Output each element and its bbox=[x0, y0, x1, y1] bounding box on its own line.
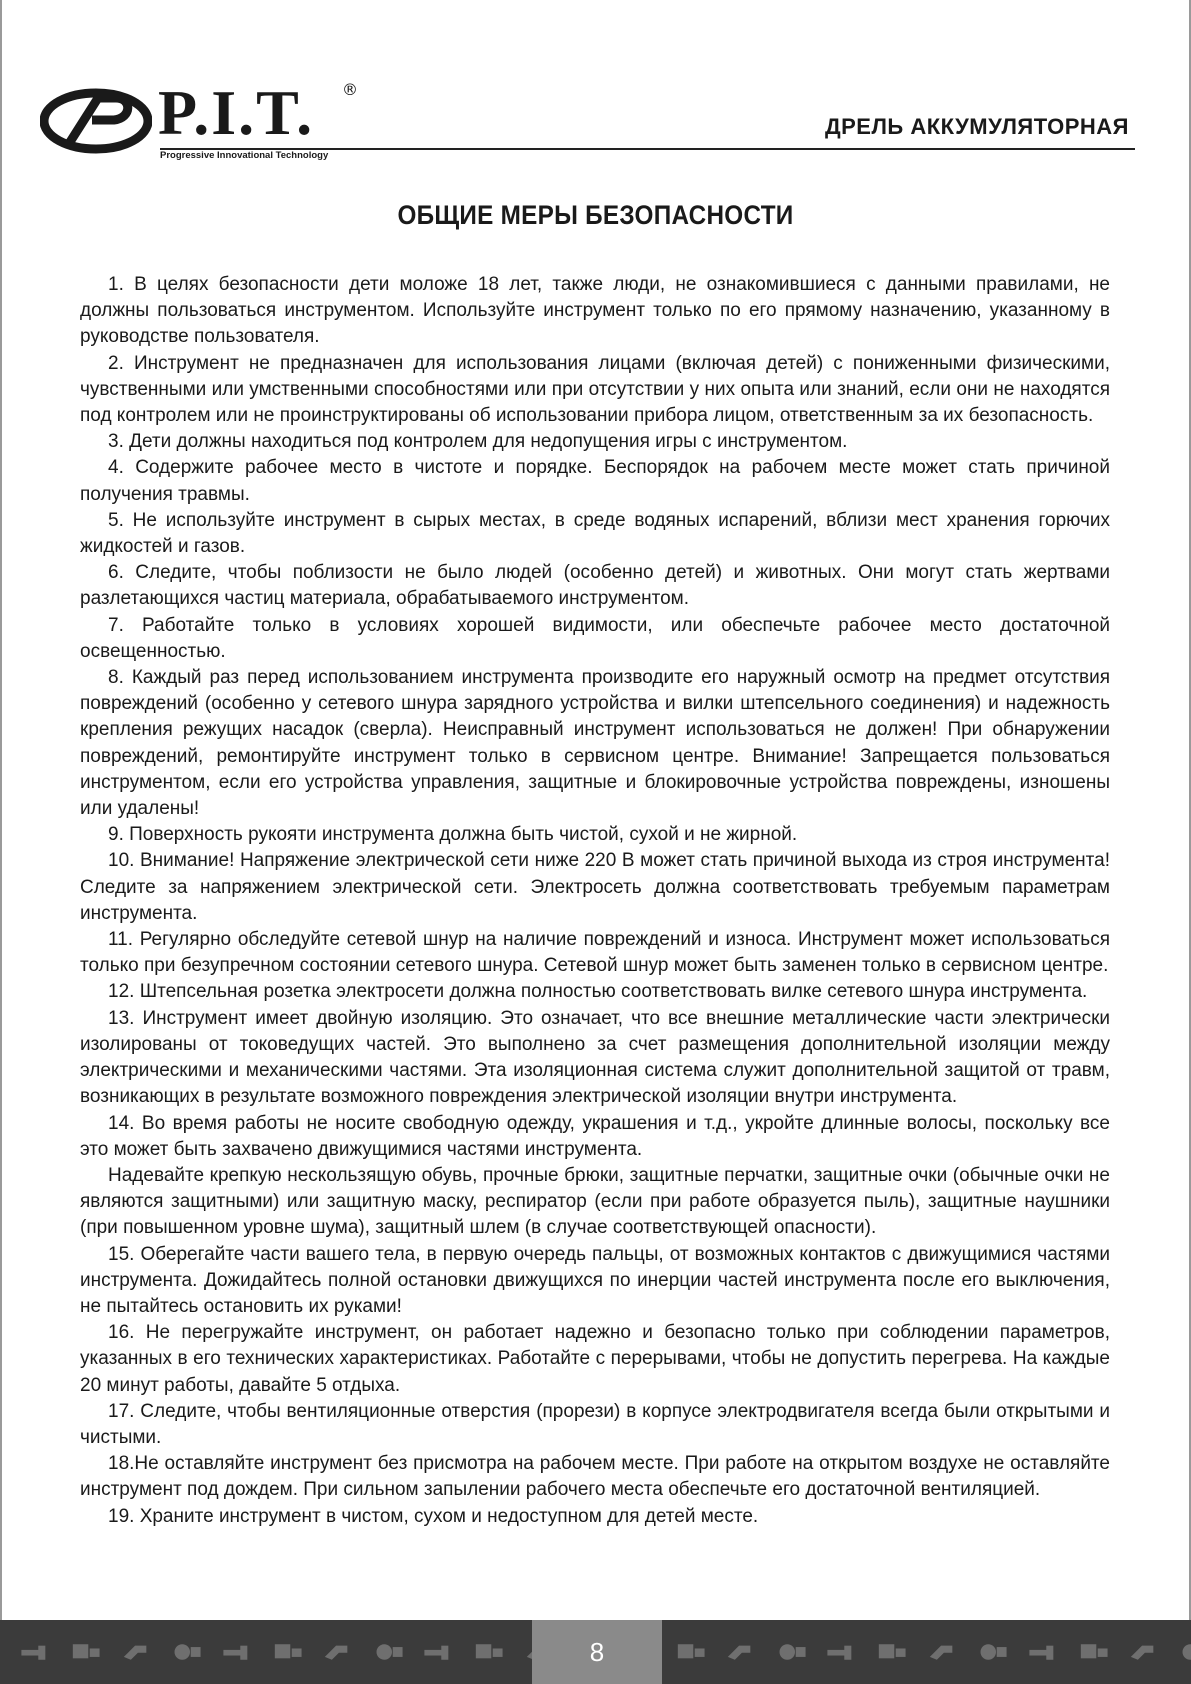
generator-tool-icon bbox=[473, 1638, 505, 1666]
drill-tool-icon bbox=[1028, 1638, 1060, 1666]
brand-tagline: Progressive Innovational Technology bbox=[160, 150, 329, 161]
safety-rules-text bbox=[80, 272, 1110, 1530]
page-header bbox=[40, 78, 1135, 168]
safety-rule-paragraph: 1. В целях безопасности дети моложе 18 лет, также люди, не ознакомившиеся с данными правилами, не должны пользоваться инструментом. Используйте инструмент только по его прямому назначению, указанному в руководстве пользователя. bbox=[80, 274, 1110, 348]
hammer-tool-icon bbox=[322, 1638, 354, 1666]
document-title: ДРЕЛЬ АККУМУЛЯТОРНАЯ bbox=[824, 114, 1129, 139]
page-footer bbox=[0, 1620, 1191, 1684]
safety-rule-paragraph: 7. Работайте только в условиях хорошей видимости, или обеспечьте рабочее место достаточной освещенностью. bbox=[80, 614, 1110, 662]
hammer-tool-icon bbox=[927, 1638, 959, 1666]
pit-emblem-icon bbox=[40, 88, 152, 154]
mixer-tool-icon bbox=[373, 1638, 405, 1666]
safety-rule-paragraph: 18.Не оставляйте инструмент без присмотра на рабочем месте. При работе на открытом воздухе не оставляйте инструмент под дождем. При сильном запылении рабочего места обеспечьте его достаточной вентиляцией. bbox=[80, 1453, 1110, 1501]
safety-rule-paragraph: Надевайте крепкую нескользящую обувь, прочные брюки, защитные перчатки, защитные очки (обычные очки не являются защитными) или защитную маску, респиратор (если при работе образуется пыль), защитные наушники (при повышенном уровне шума), защитный шлем (в случае соответствующей опасности). bbox=[80, 1164, 1110, 1239]
generator-tool-icon bbox=[1078, 1638, 1110, 1666]
mixer-tool-icon bbox=[977, 1638, 1009, 1666]
safety-rule-paragraph: 3. Дети должны находиться под контролем для недопущения игры с инструментом. bbox=[108, 431, 848, 453]
safety-rule-paragraph: 11. Регулярно обследуйте сетевой шнур на наличие повреждений и износа. Инструмент может использоваться только при безупречном состоянии сетевого шнура. Сетевой шнур может быть заменен только в сервисном центре. bbox=[80, 929, 1110, 977]
page-frame-left bbox=[0, 0, 2, 1620]
section-title: ОБЩИЕ МЕРЫ БЕЗОПАСНОСТИ bbox=[397, 200, 794, 230]
mixer-tool-icon bbox=[171, 1638, 203, 1666]
mixer-tool-icon bbox=[776, 1638, 808, 1666]
brand-logo bbox=[40, 78, 360, 168]
hammer-tool-icon bbox=[1128, 1638, 1160, 1666]
registered-mark: ® bbox=[342, 80, 358, 99]
drill-tool-icon bbox=[222, 1638, 254, 1666]
drill-tool-icon bbox=[423, 1638, 455, 1666]
safety-rule-paragraph: 17. Следите, чтобы вентиляционные отверстия (прорези) в корпусе электродвигателя всегда были открытыми и чистыми. bbox=[80, 1400, 1110, 1448]
safety-rule-paragraph: 4. Содержите рабочее место в чистоте и порядке. Беспорядок на рабочем месте может стать причиной получения травмы. bbox=[80, 457, 1110, 505]
generator-tool-icon bbox=[272, 1638, 304, 1666]
safety-rule-paragraph: 16. Не перегружайте инструмент, он работает надежно и безопасно только при соблюдении параметров, указанных в его технических характеристиках. Работайте с перерывами, чтобы не допустить перегрева. На каждые 20 минут работы, давайте 5 отдыха. bbox=[80, 1322, 1110, 1396]
header-divider bbox=[160, 148, 1135, 150]
safety-rule-paragraph: 2. Инструмент не предназначен для использования лицами (включая детей) с пониженными физическими, чувственными или умственными способностями или при отсутствии у них опыта или знаний, если они не находятся под контролем или не проинструктированы об использовании прибора лицом, ответственным за их безопасность. bbox=[80, 352, 1110, 427]
generator-tool-icon bbox=[675, 1638, 707, 1666]
brand-name: P.I.T. bbox=[158, 77, 315, 148]
mixer-tool-icon bbox=[1179, 1638, 1191, 1666]
safety-rule-paragraph: 15. Оберегайте части вашего тела, в первую очередь пальцы, от возможных контактов с движущимися частями инструмента. Дожидайтесь полной остановки движущихся по инерции частей инструмента после его выключения, не пытайтесь остановить их руками! bbox=[80, 1243, 1110, 1317]
generator-tool-icon bbox=[70, 1638, 102, 1666]
drill-tool-icon bbox=[826, 1638, 858, 1666]
safety-rule-paragraph: 8. Каждый раз перед использованием инструмента производите его наружный осмотр на предмет отсутствия повреждений (особенно у сетевого шнура зарядного устройства и вилки штепсельного соединения) и надежность крепления режущих насадок (сверла). Неисправный инструмент использоваться не должен! При обнаружении повреждений, ремонтируйте инструмент только в сервисном центре. Внимание! Запрещается пользоваться инструментом, если его устройства управления, защитные и блокировочные устройства повреждены, изношены или удалены! bbox=[80, 667, 1110, 820]
drill-tool-icon bbox=[20, 1638, 52, 1666]
safety-rule-paragraph: 13. Инструмент имеет двойную изоляцию. Это означает, что все внешние металлические части электрически изолированы от токоведущих частей. Это выполнено за счет размещения дополнительной изоляции между электрическими и механическими частями. Эта изоляционная система служит дополнительной защитой от травм, возникающих в результате возможного повреждения электрической изоляции внутри инструмента. bbox=[80, 1007, 1110, 1108]
safety-rule-paragraph: 14. Во время работы не носите свободную одежду, украшения и т.д., укройте длинные волосы, поскольку все это может быть захвачено движущимися частями инструмента. bbox=[80, 1112, 1110, 1160]
safety-rule-paragraph: 6. Следите, чтобы поблизости не было людей (особенно детей) и животных. Они могут стать жертвами разлетающихся частиц материала, обрабатываемого инструментом. bbox=[80, 562, 1110, 610]
safety-rule-paragraph: 9. Поверхность рукояти инструмента должна быть чистой, сухой и не жирной. bbox=[108, 824, 798, 846]
generator-tool-icon bbox=[876, 1638, 908, 1666]
safety-rule-paragraph: 5. Не используйте инструмент в сырых местах, в среде водяных испарений, вблизи мест хранения горючих жидкостей и газов. bbox=[80, 509, 1110, 558]
hammer-tool-icon bbox=[725, 1638, 757, 1666]
safety-rule-paragraph: 19. Храните инструмент в чистом, сухом и недоступном для детей месте. bbox=[108, 1505, 759, 1527]
safety-rule-paragraph: 12. Штепсельная розетка электросети должна полностью соответствовать вилке сетевого шнура инструмента. bbox=[108, 981, 1088, 1003]
safety-rule-paragraph: 10. Внимание! Напряжение электрической сети ниже 220 В может стать причиной выхода из строя инструмента! Следите за напряжением электрической сети. Электросеть должна соответствовать требуемым параметрам инструмента. bbox=[80, 850, 1110, 924]
hammer-tool-icon bbox=[121, 1638, 153, 1666]
page-number: 8 bbox=[532, 1620, 662, 1684]
